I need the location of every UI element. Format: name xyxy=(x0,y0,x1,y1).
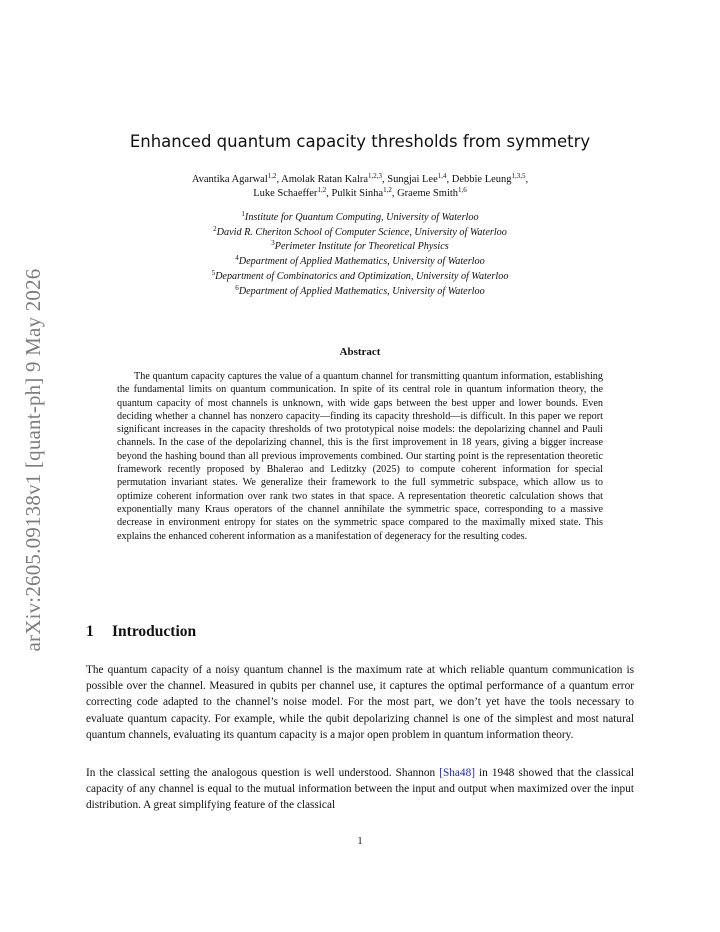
paper-title: Enhanced quantum capacity thresholds from symmetry xyxy=(129,132,591,151)
paragraph: In the classical setting the analogous question is well understood. Shannon [Sha48] in 1948 showed that the classical capacity of any channel is equal to the mutual information between the input and output when maximized over the input distribution. A great simplifying feature of the classical xyxy=(86,767,634,812)
author: Avantika Agarwal$^{1,2}$, xyxy=(191,172,282,185)
citation-link[interactable]: [Sha48] xyxy=(439,767,475,779)
affiliation: $^1$Institute for Quantum Computing, University of Waterloo xyxy=(241,210,479,223)
paragraph: The quantum capacity of a noisy quantum channel is the maximum rate at which reliable quantum communication is possible over the channel. Measured in qubits per channel use, it captures the optimal performance of a quantum error correcting code adapted to the channel’s noise model. For the most part, we don’t yet have the tools necessary to evaluate quantum capacity. For example, while the qubit depolarizing channel is one of the simplest and most natural quantum channels, evaluating its quantum capacity is a major open problem in quantum information theory. xyxy=(86,664,634,741)
author: Luke Schaeffer$^{1,2}$, xyxy=(253,186,332,199)
author: Pulkit Sinha$^{1,2}$, xyxy=(331,186,398,199)
affiliation: $^6$Department of Applied Mathematics, University of Waterloo xyxy=(235,283,485,297)
affiliation: $^4$Department of Applied Mathematics, University of Waterloo xyxy=(235,254,485,268)
section-heading xyxy=(86,622,196,642)
author: Sungjai Lee$^{1,4}$, xyxy=(387,172,452,185)
abstract-heading: Abstract xyxy=(339,346,381,358)
section-title: Introduction xyxy=(112,623,197,640)
author: Debbie Leung$^{1,3,5}$, xyxy=(451,172,529,185)
author-list xyxy=(110,173,610,201)
affiliation: $^3$Perimeter Institute for Theoretical Physics xyxy=(271,239,449,253)
affiliation: $^2$David R. Cheriton School of Computer Science, University of Waterloo xyxy=(213,224,507,238)
affiliation: $^5$Department of Combinatorics and Optimization, University of Waterloo xyxy=(211,268,509,282)
section-number: 1 xyxy=(86,623,94,640)
author: Amolak Ratan Kalra$^{1,2,3}$, xyxy=(281,172,388,185)
abstract-body: The quantum capacity captures the value of a quantum channel for transmitting quantum information, establishing the fundamental limits on quantum communication. In spite of its central role in quantum information theory, the quantum capacity of most channels is unknown, with wide gaps between the best upper and lower bounds. Even deciding whether a channel has nonzero capacity—finding its capacity threshold—is difficult. In this paper we report significant increases in the capacity thresholds of two prototypical noise models: the depolarizing channel and Pauli channels. In the case of the depolarizing channel, this is the first improvement in 18 years, giving a bigger increase beyond the hashing bound than all previous improvements combined. Our starting point is the representation theoretic framework recently proposed by Bhalerao and Leditzky (2025) to compute coherent information for special permutation invariant states. We generalize their framework to the full symmetric subspace, which allow us to optimize coherent information over rank two states in that space. A representation theoretic calculation shows that exponentially many Kraus operators of the channel annihilate the symmetric space, corresponding to a massive decrease in environment entropy for states on the symmetric space compared to the maximally mixed state. This explains the enhanced coherent information as a manifestation of degeneracy for the resulting codes. xyxy=(117,371,603,542)
author: Graeme Smith$^{1,6}$ xyxy=(397,186,467,199)
affiliation-list xyxy=(110,211,610,299)
arxiv-identifier: arXiv:2605.09138v1 [quant-ph] 9 May 2026 xyxy=(21,268,45,652)
page-number: 1 xyxy=(357,836,363,847)
